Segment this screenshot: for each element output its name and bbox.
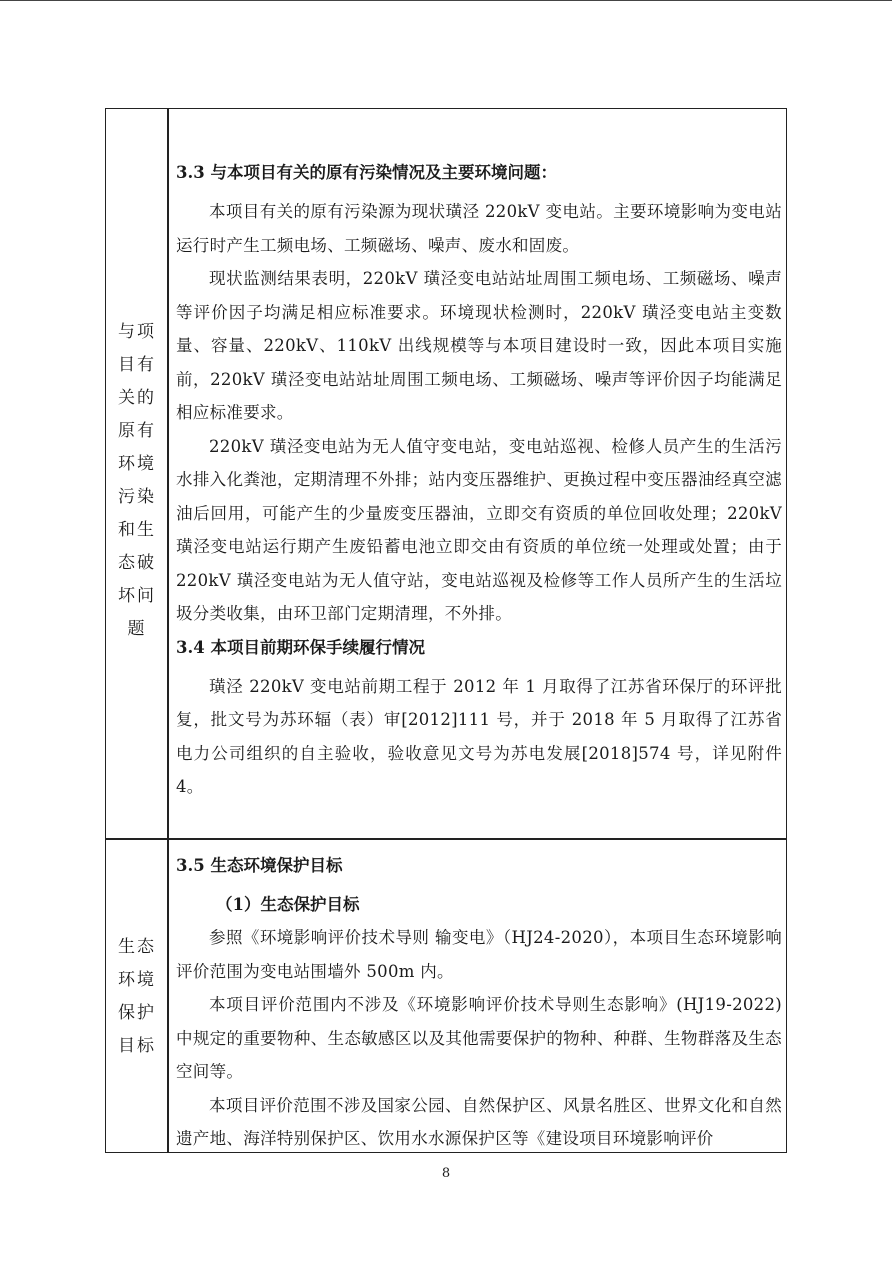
row-content-eco-protection [176, 849, 782, 1156]
section-heading-3-4: 3.4 本项目前期环保手续履行情况 [176, 637, 425, 657]
page-number: 8 [441, 1166, 451, 1181]
paragraph: 本项目评价范围内不涉及《环境影响评价技术导则生态影响》(HJ19-2022)中规定的重要物种、生态敏感区以及其他需要保护的物种、种群、生物群落及生态空间等。 [176, 995, 782, 1081]
sub-heading: （1）生态保护目标 [216, 895, 360, 914]
section-heading-3-3: 3.3 与本项目有关的原有污染情况及主要环境问题： [176, 163, 557, 182]
content-table [105, 108, 787, 1153]
paragraph: 璜泾 220kV 变电站前期工程于 2012 年 1 月取得了江苏省环保厅的环评批复，批文号为苏环辐（表）审[2012]111 号，并于 2018 年 5 月取得了江苏省电力公司组织的自主验收，验收意见文号为苏电发展[2018]574 号，详见附件 4。 [176, 676, 782, 796]
section-heading-3-5: 3.5 生态环境保护目标 [176, 856, 343, 875]
paragraph: 参照《环境影响评价技术导则 输变电》（HJ24-2020），本项目生态环境影响评价范围为变电站围墙外 500m 内。 [176, 928, 782, 981]
row-content-existing-pollution [176, 156, 782, 804]
paragraph: 现状监测结果表明，220kV 璜泾变电站站址周围工频电场、工频磁场、噪声等评价因子均满足相应标准要求。环境现状检测时，220kV 璜泾变电站主变数量、容量、220kV、110kV 出线规模等与本项目建设时一致，因此本项目实施前，220kV 璜泾变电站站址周围工频电场、工频磁场、噪声等评价因子均能满足相应标准要求。 [176, 269, 782, 422]
page-top-border [0, 0, 892, 1]
paragraph: 本项目有关的原有污染源为现状璜泾 220kV 变电站。主要环境影响为变电站运行时产生工频电场、工频磁场、噪声、废水和固废。 [176, 202, 782, 255]
paragraph: 本项目评价范围不涉及国家公园、自然保护区、风景名胜区、世界文化和自然遗产地、海洋特别保护区、饮用水水源保护区等《建设项目环境影响评价 [176, 1095, 782, 1148]
paragraph: 220kV 璜泾变电站为无人值守变电站，变电站巡视、检修人员产生的生活污水排入化粪池，定期清理不外排；站内变压器维护、更换过程中变压器油经真空滤油后回用，可能产生的少量废变压器油，立即交有资质的单位回收处理；220kV 璜泾变电站运行期产生废铅蓄电池立即交由有资质的单位统一处理或处置；由于 220kV 璜泾变电站为无人值守站，变电站巡视及检修等工作人员所产生的生活垃圾分类收集，由环卫部门定期清理，不外排。 [176, 436, 782, 623]
row-label-eco-protection: 生态环境保护目标 [118, 937, 156, 1056]
row-divider [106, 838, 786, 840]
row-label-existing-pollution: 与项目有关的原有环境污染和生态破坏问题 [118, 322, 156, 639]
column-divider [167, 109, 169, 1152]
